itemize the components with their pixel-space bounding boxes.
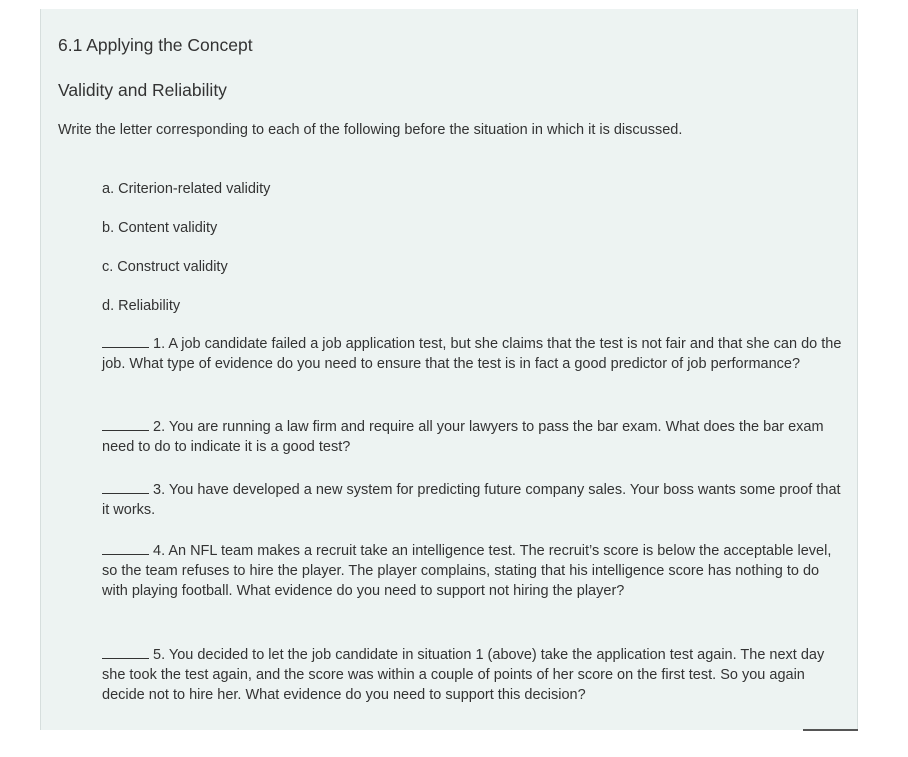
- question-4: [102, 541, 842, 601]
- answer-blank-4[interactable]: [102, 542, 149, 555]
- answer-blank-2[interactable]: [102, 418, 149, 431]
- question-5: [102, 645, 842, 705]
- answer-blank-3[interactable]: [102, 481, 149, 494]
- page-title: 6.1 Applying the Concept: [58, 35, 253, 55]
- option-a: a. Criterion-related validity: [102, 181, 271, 197]
- answer-options-list: [102, 181, 270, 337]
- question-2-text: 2. You are running a law firm and require all your lawyers to pass the bar exam. What does the bar exam need to do to indicate it is a good test?: [102, 419, 824, 455]
- question-2: [102, 417, 842, 457]
- question-5-text: 5. You decided to let the job candidate in situation 1 (above) take the application test again. The next day she took the test again, and the score was within a couple of points of her score on the first test. So you again decide not to hire her. What evidence do you need to support this decision?: [102, 647, 825, 703]
- scroll-indicator: [803, 729, 858, 731]
- question-1: [102, 334, 842, 374]
- question-4-text: 4. An NFL team makes a recruit take an intelligence test. The recruit’s score is below the acceptable level, so the team refuses to hire the player. The player complains, stating that his intelligence score has nothing to do with playing football. What evidence do you need to support not hiring the player?: [102, 543, 832, 599]
- instructions-text: Write the letter corresponding to each of the following before the situation in which it is discussed.: [58, 122, 683, 138]
- question-1-text: 1. A job candidate failed a job application test, but she claims that the test is not fair and that she can do the job. What type of evidence do you need to ensure that the test is in fact a good predictor of job performance?: [102, 336, 842, 372]
- section-subtitle: Validity and Reliability: [58, 80, 227, 100]
- question-3: [102, 480, 842, 520]
- content-panel: [40, 9, 858, 730]
- option-b: b. Content validity: [102, 220, 218, 236]
- option-c: c. Construct validity: [102, 259, 228, 275]
- question-3-text: 3. You have developed a new system for predicting future company sales. Your boss wants some proof that it works.: [102, 482, 841, 518]
- answer-blank-5[interactable]: [102, 646, 149, 659]
- answer-blank-1[interactable]: [102, 335, 149, 348]
- option-d: d. Reliability: [102, 298, 181, 314]
